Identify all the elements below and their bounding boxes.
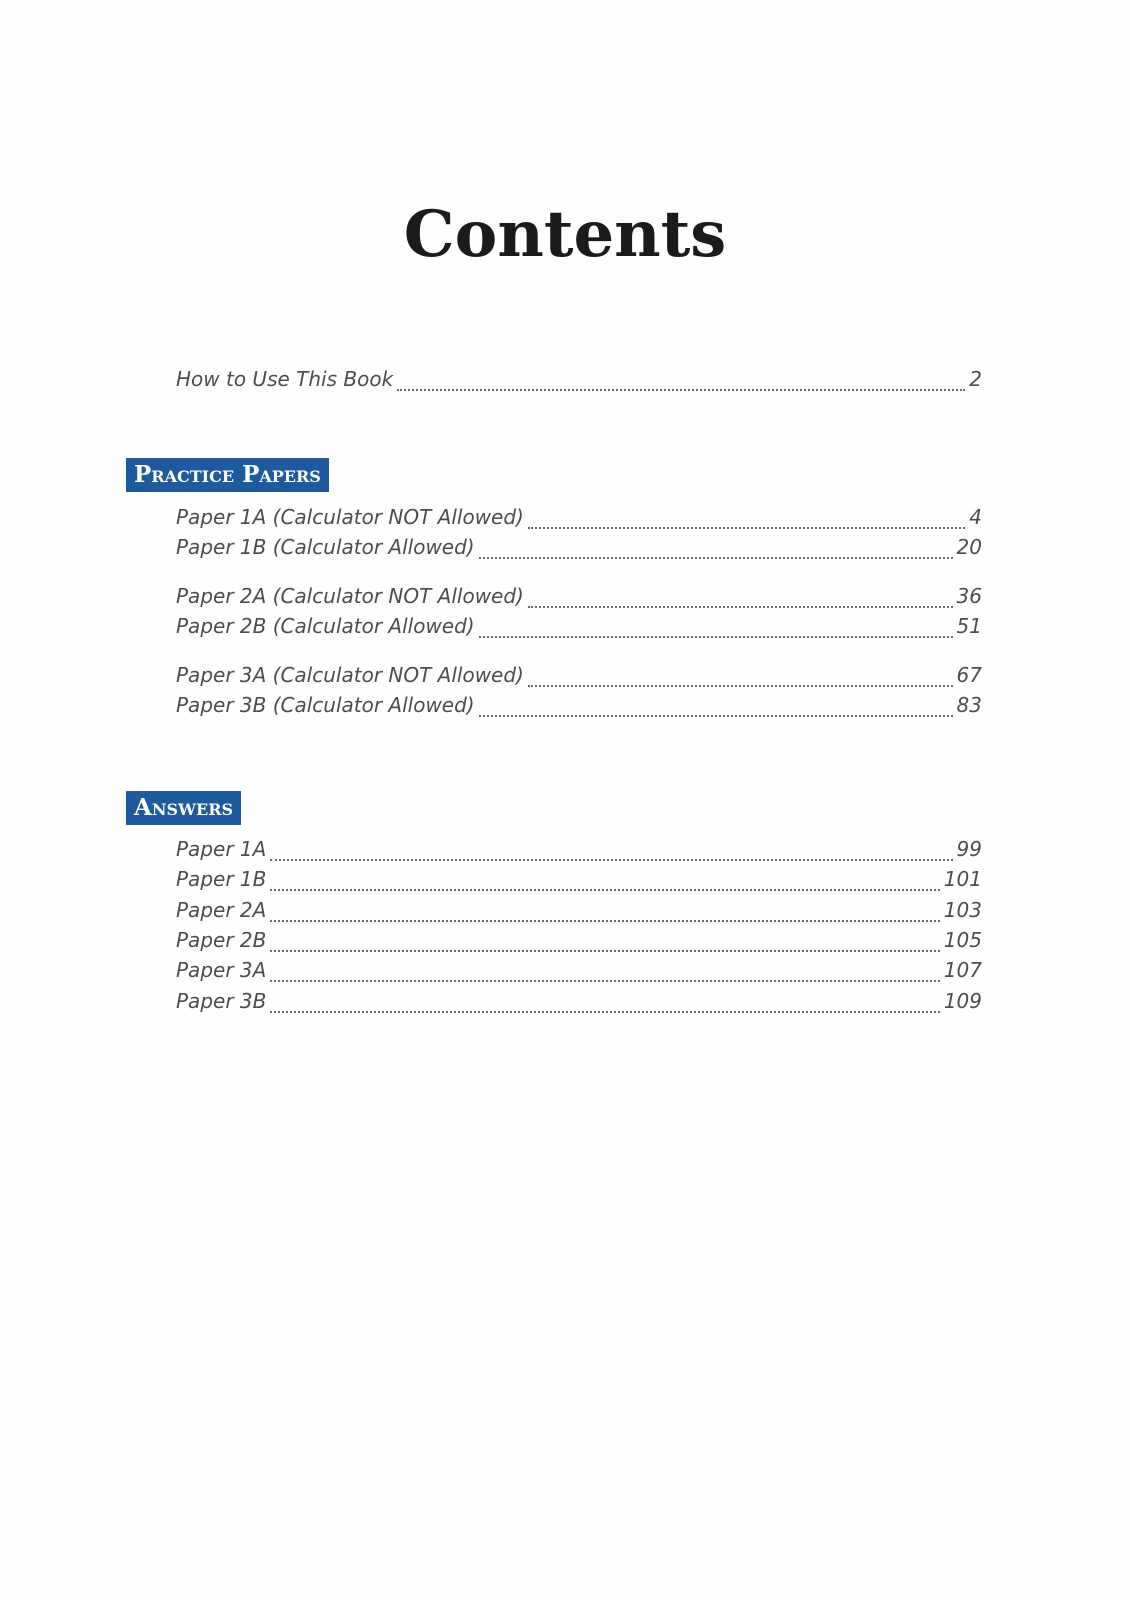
dot-leader [270, 889, 939, 891]
toc-entry-page-number: 101 [943, 867, 982, 891]
toc-entry-page-number: 2 [969, 367, 982, 391]
toc-entry-page-number: 51 [956, 614, 982, 638]
dot-leader [528, 606, 953, 608]
toc-entry-answers-1b[interactable] [176, 864, 982, 894]
toc-entry-label: Paper 3B (Calculator Allowed) [176, 693, 475, 717]
dot-leader [270, 980, 940, 982]
toc-entry-page-number: 20 [956, 535, 982, 559]
dot-leader [528, 685, 953, 687]
dot-leader [270, 859, 952, 861]
dot-leader [397, 389, 965, 391]
toc-entry-label: Paper 2A [176, 898, 267, 922]
toc-entry-label: Paper 2B (Calculator Allowed) [176, 614, 475, 638]
dot-leader [270, 1011, 939, 1013]
toc-entry-page-number: 105 [943, 928, 982, 952]
toc-entry-answers-2b[interactable] [176, 925, 982, 955]
dot-leader [270, 950, 939, 952]
toc-entry-label: Paper 1B (Calculator Allowed) [176, 535, 475, 559]
toc-entry-answers-3a[interactable] [176, 955, 982, 985]
dot-leader [479, 557, 953, 559]
toc-entry-paper-3a[interactable] [176, 660, 982, 690]
toc-entry-answers-3b[interactable] [176, 986, 982, 1016]
toc-entry-page-number: 109 [943, 989, 982, 1013]
page-title: Contents [403, 197, 727, 272]
toc-entry-page-number: 36 [956, 584, 982, 608]
toc-entry-paper-1b[interactable] [176, 532, 982, 562]
toc-entry-label: Paper 3A [176, 958, 267, 982]
toc-entry-page-number: 67 [956, 663, 982, 687]
dot-leader [270, 920, 940, 922]
toc-entry-label: Paper 1A (Calculator NOT Allowed) [176, 505, 524, 529]
toc-entry-label: Paper 3B [176, 989, 267, 1013]
toc-entry-page-number: 83 [956, 693, 982, 717]
toc-entry-page-number: 107 [943, 958, 982, 982]
toc-entry-paper-3b[interactable] [176, 690, 982, 720]
toc-entry-page-number: 4 [969, 505, 982, 529]
toc-entry-label: Paper 1B [176, 867, 267, 891]
toc-entry-page-number: 103 [943, 898, 982, 922]
toc-entry-label: Paper 1A [176, 837, 267, 861]
toc-entry-label: Paper 2B [176, 928, 267, 952]
dot-leader [528, 527, 965, 529]
section-heading-practice-papers: Practice Papers [126, 458, 329, 492]
toc-entry-answers-1a[interactable] [176, 834, 982, 864]
toc-entry-paper-2a[interactable] [176, 581, 982, 611]
toc-entry-page-number: 99 [956, 837, 982, 861]
toc-entry-label: How to Use This Book [176, 367, 394, 391]
toc-entry-paper-2b[interactable] [176, 611, 982, 641]
dot-leader [479, 636, 953, 638]
dot-leader [479, 715, 953, 717]
toc-entry-label: Paper 3A (Calculator NOT Allowed) [176, 663, 524, 687]
toc-entry-label: Paper 2A (Calculator NOT Allowed) [176, 584, 524, 608]
section-heading-answers: Answers [126, 791, 241, 825]
toc-entry-answers-2a[interactable] [176, 895, 982, 925]
toc-entry-how-to-use[interactable] [176, 364, 982, 394]
toc-entry-paper-1a[interactable] [176, 502, 982, 532]
